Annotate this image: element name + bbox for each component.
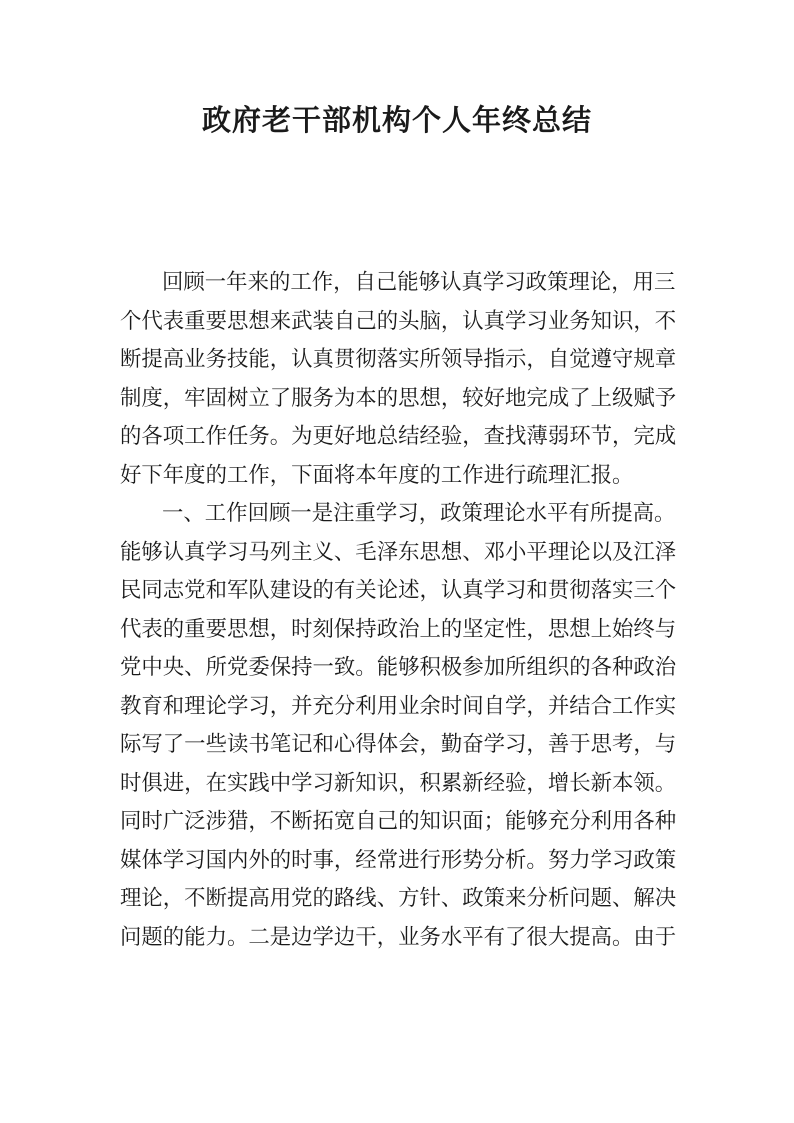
paragraph-line: 时俱进，在实践中学习新知识，积累新经验，增长新本领。: [120, 770, 677, 796]
paragraph-line: 教育和理论学习，并充分利用业余时间自学，并结合工作实: [120, 693, 677, 719]
paragraph-line: 党中央、所党委保持一致。能够积极参加所组织的各种政治: [120, 655, 677, 680]
paragraph-line: 断提高业务技能，认真贯彻落实所领导指示，自觉遵守规章: [120, 347, 677, 372]
paragraph-line: 回顾一年来的工作，自己能够认真学习政策理论，用三: [162, 270, 676, 295]
paragraph-line: 民同志党和军队建设的有关论述，认真学习和贯彻落实三个: [120, 578, 677, 603]
paragraph-line: 同时广泛涉猎，不断拓宽自己的知识面；能够充分利用各种: [120, 809, 677, 834]
paragraph-line: 代表的重要思想，时刻保持政治上的坚定性，思想上始终与: [120, 616, 677, 642]
paragraph-line: 一、工作回顾一是注重学习，政策理论水平有所提高。: [162, 501, 676, 526]
paragraph-line: 的各项工作任务。为更好地总结经验，查找薄弱环节，完成: [120, 424, 677, 449]
paragraph-line: 能够认真学习马列主义、毛泽东思想、邓小平理论以及江泽: [120, 539, 677, 565]
paragraph-line: 理论，不断提高用党的路线、方针、政策来分析问题、解决: [120, 886, 677, 911]
document-title: 政府老干部机构个人年终总结: [201, 103, 592, 137]
paragraph-line: 制度，牢固树立了服务为本的思想，较好地完成了上级赋予: [120, 385, 677, 411]
paragraph-line: 好下年度的工作，下面将本年度的工作进行疏理汇报。: [120, 462, 634, 488]
paragraph-line: 个代表重要思想来武装自己的头脑，认真学习业务知识，不: [120, 308, 677, 334]
paragraph-line: 问题的能力。二是边学边干，业务水平有了很大提高。由于: [120, 924, 677, 950]
document-body: [120, 264, 690, 957]
paragraph-line: 媒体学习国内外的时事，经常进行形势分析。努力学习政策: [120, 847, 677, 873]
paragraph-line: 际写了一些读书笔记和心得体会，勤奋学习，善于思考，与: [120, 732, 677, 757]
